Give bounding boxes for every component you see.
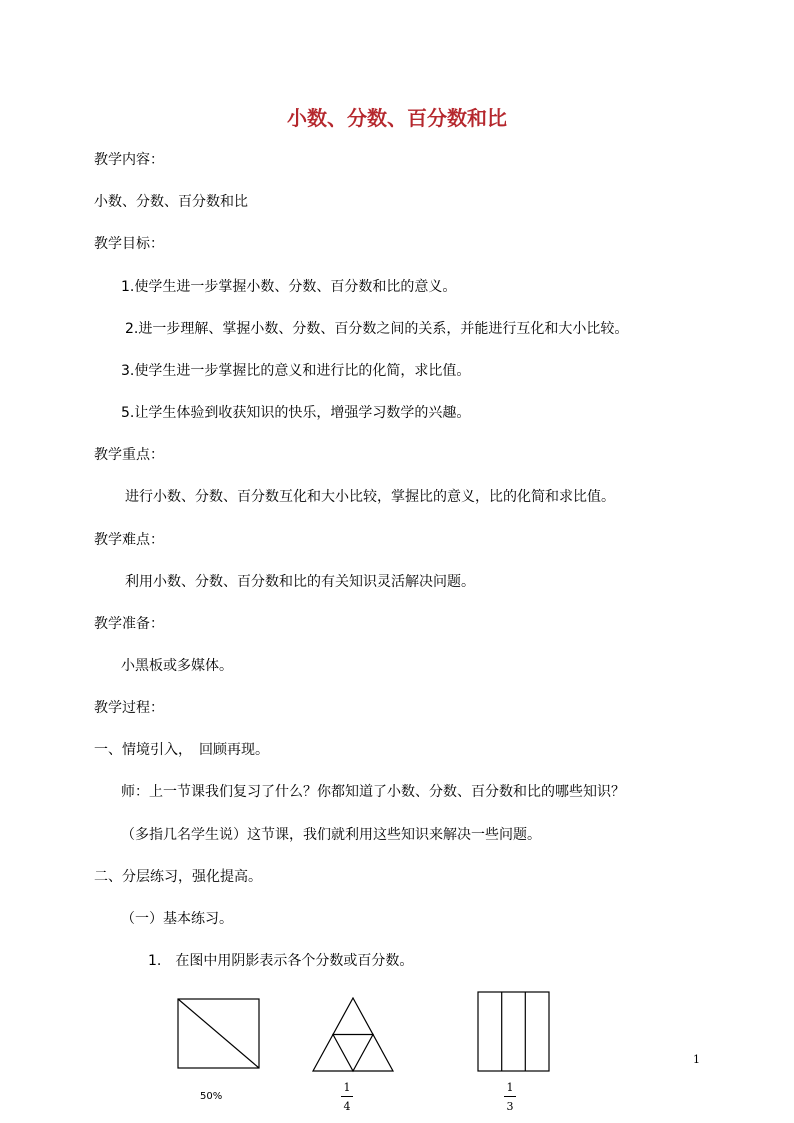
step1-note: （多指几名学生说）这节课，我们就利用这些知识来解决一些问题。 [121, 827, 541, 843]
fraction-bar [341, 1096, 353, 1097]
page-title: 小数、分数、百分数和比 [287, 106, 507, 130]
square-percent-label: 50% [200, 1091, 223, 1102]
content-label: 教学内容： [94, 152, 164, 168]
fraction-bar [504, 1096, 516, 1097]
square-diagonal-figure [177, 998, 261, 1070]
prep-label: 教学准备： [94, 616, 164, 632]
rectangle-thirds-figure [477, 991, 551, 1073]
prep-text: 小黑板或多媒体。 [121, 658, 233, 674]
goal-item-2: 2.进一步理解、掌握小数、分数、百分数之间的关系，并能进行互化和大小比较。 [125, 321, 629, 337]
rectangle-fraction-numerator: 1 [506, 1081, 514, 1094]
process-label: 教学过程： [94, 700, 164, 716]
basic-practice-heading: （一）基本练习。 [121, 911, 233, 927]
triangle-fraction-numerator: 1 [343, 1081, 351, 1094]
difficulty-label: 教学难点： [94, 532, 164, 548]
step1-teacher-text: 师：上一节课我们复习了什么？你都知道了小数、分数、百分数和比的哪些知识？ [121, 784, 625, 800]
goal-item-1: 1.使学生进一步掌握小数、分数、百分数和比的意义。 [121, 279, 457, 295]
rectangle-fraction-denominator: 3 [506, 1100, 514, 1113]
goal-item-3: 3.使学生进一步掌握比的意义和进行比的化简，求比值。 [121, 363, 471, 379]
goal-item-4: 5.让学生体验到收获知识的快乐，增强学习数学的兴趣。 [121, 405, 471, 421]
step2-heading: 二、分层练习，强化提高。 [94, 869, 262, 885]
triangle-quarters-figure [311, 997, 395, 1073]
triangle-fraction [337, 1081, 357, 1113]
difficulty-text: 利用小数、分数、百分数和比的有关知识灵活解决问题。 [125, 574, 475, 590]
goals-label: 教学目标： [94, 236, 164, 252]
key-label: 教学重点： [94, 447, 164, 463]
triangle-fraction-denominator: 4 [343, 1100, 351, 1113]
exercise-1-text: 1. 在图中用阴影表示各个分数或百分数。 [148, 953, 414, 969]
key-text: 进行小数、分数、百分数互化和大小比较，掌握比的意义，比的化简和求比值。 [125, 489, 615, 505]
page-number: 1 [693, 1053, 700, 1066]
rectangle-fraction [500, 1081, 520, 1113]
step1-heading: 一、情境引入， 回顾再现。 [94, 742, 269, 758]
content-text: 小数、分数、百分数和比 [94, 194, 248, 210]
